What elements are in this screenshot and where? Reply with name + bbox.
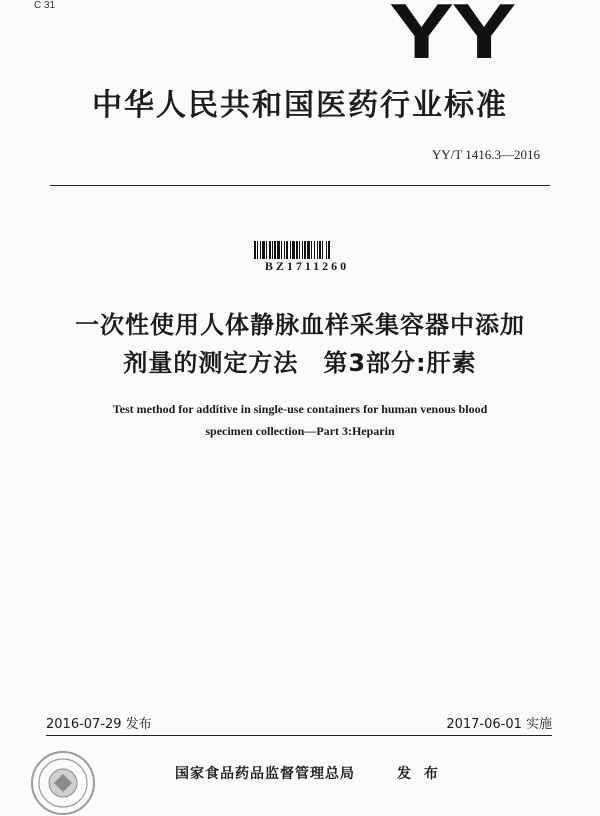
ccs-classification: C 31 [34,0,56,11]
footer-divider [46,735,552,736]
publish-label: 发 布 [397,766,442,782]
industry-standard-title: 中华人民共和国医药行业标准 [92,88,508,123]
yy-logo: YY [388,0,514,75]
issue-date: 2016-07-29 发布 [46,717,152,732]
barcode-number: BZ1711260 [264,259,350,273]
standard-code: YY/T 1416.3—2016 [431,147,540,162]
chinese-title-line-1: 一次性使用人体静脉血样采集容器中添加 [75,311,525,339]
english-title-line-2: specimen collection—Part 3:Heparin [205,424,395,438]
implementation-date: 2017-06-01 实施 [446,717,552,732]
authority-seal-icon [30,750,96,816]
chinese-title-line-2: 剂量的测定方法 第3部分:肝素 [123,349,477,377]
english-title-line-1: Test method for additive in single-use containers for human venous blood [112,402,488,416]
barcode-image [254,241,360,259]
issuing-authority: 国家食品药品监督管理总局 [175,766,355,782]
header-divider [50,185,550,186]
